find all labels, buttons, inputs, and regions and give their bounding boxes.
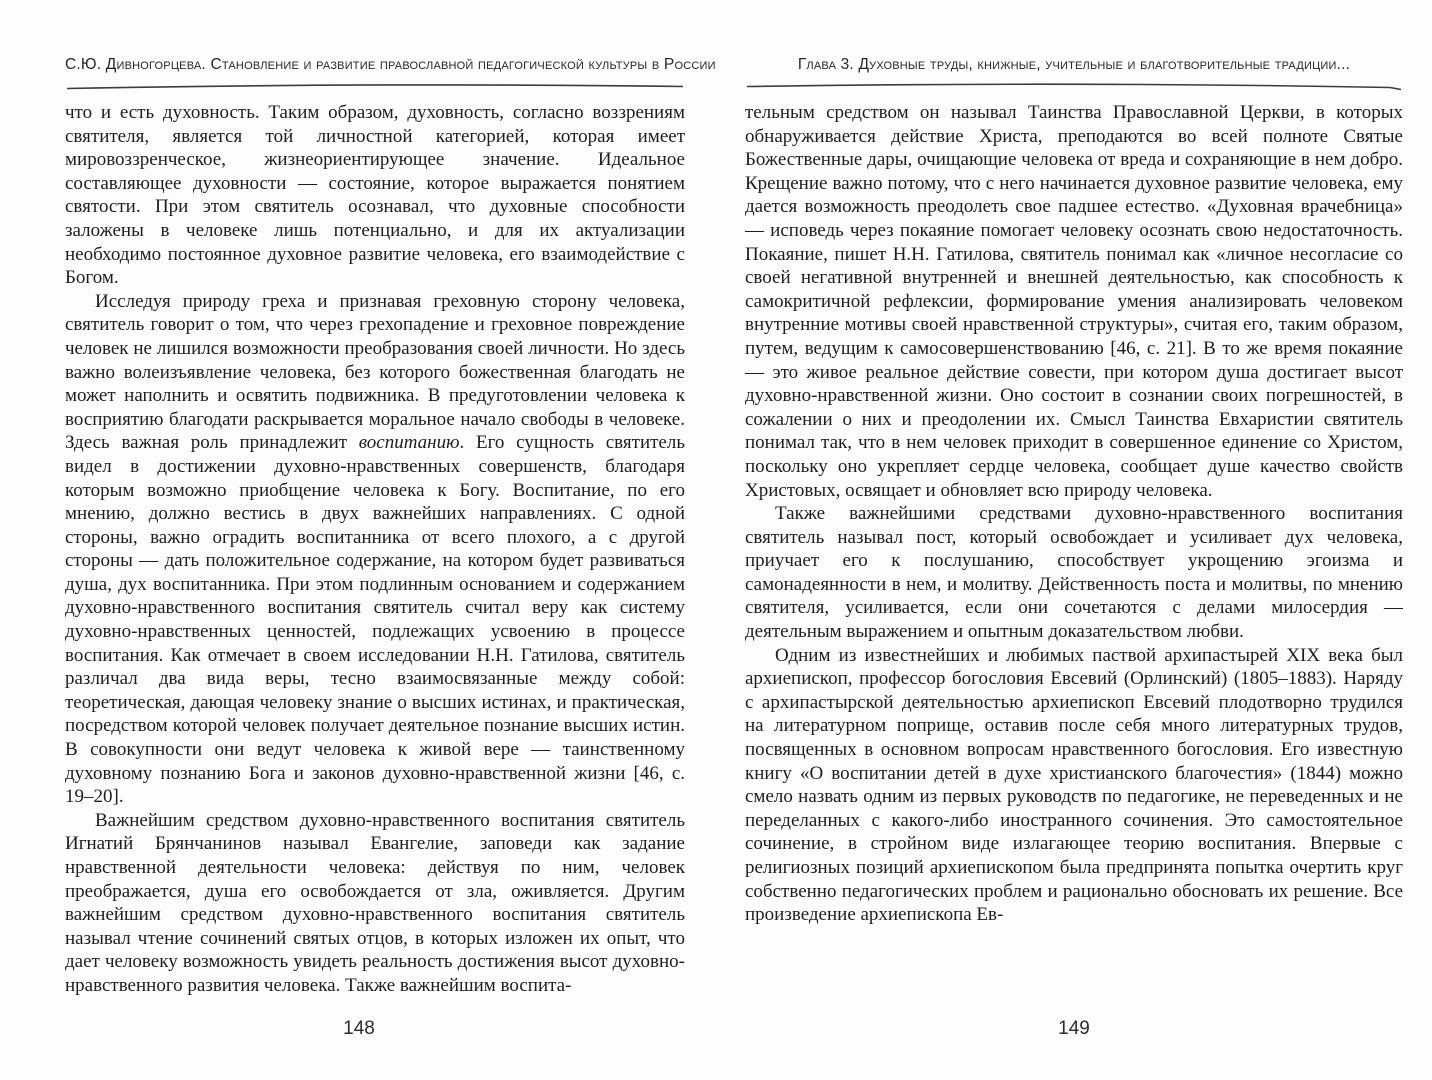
paragraph: [745, 644, 1403, 927]
text-run: тельным средством он называл Таинства Православной Церкви, в которых обнаруживается действие Христа, преподаются во всей полноте Святые Божественные дары, очищающие человека от вреда и сохраняющие в нем добро. Крещение важно потому, что с него начинается духовное развитие человека, ему дается возможность преодолеть свое падшее естество. «Духовная врачебница» — исповедь через покаяние помогает человеку осознать свою недостаточность. Покаяние, пишет Н.Н. Гатилова, святитель понимал как «личное несогласие со своей негативной внутренней и внешней деятельностью, как способность к самокритичной рефлексии, формирование умения анализировать человеком внутренние мотивы своей нравственной структуры», считая его, таким образом, путем, ведущим к самосовершенствованию [46, с. 21]. В то же время покаяние — это живое реальное действие совести, при котором душа достигает высот духовно-нравственной жизни. Оно состоит в сознании своих погрешностей, в сожалении о них и преодолении их. Смысл Таинства Евхаристии святитель понимал так, что в нем человек приходит в совершенное единение со Христом, поскольку оно укрепляет сердце человека, сообщает душе качество свойств Христовых, освящает и обновляет всю природу человека.: [745, 102, 1403, 501]
emphasized-text: воспитанию: [358, 432, 460, 454]
paragraph: [745, 101, 1403, 502]
text-run: Важнейшим средством духовно-нравственного воспитания святитель Игнатий Брянчанинов называл Евангелие, заповеди как задание нравственной деятельности человека: действуя по ним, человек преображается, душа его освобождается от зла, оживляется. Другим важнейшим средством духовно-нравственного воспитания святитель называл чтение сочинений святых отцов, в которых изложен их опыт, что дает человеку возможность увидеть реальность достижения высот духовно-нравственного развития человека. Также важнейшим воспита-: [65, 809, 685, 996]
paragraph: [745, 502, 1403, 644]
text-run: Также важнейшими средствами духовно-нравственного воспитания святитель называл пост, который освобождает и усиливает дух человека, приучает его к послушанию, способствует укрощению эгоизма и самонадеянности в нем, и молитву. Действенность поста и молитвы, по мнению святителя, усиливается, если они сочетаются с делами милосердия — деятельным выражением и опытным доказательством любви.: [745, 503, 1403, 643]
text-run: Исследуя природу греха и признавая греховную сторону человека, святитель говорит о том, что через грехопадение и греховное повреждение человек не лишился возможности преобразования своей личности. Но здесь важно волеизъявление человека, без которого божественная благодать не может наполнить и освятить подвижника. В предуготовлении человека к восприятию благодати раскрывается моральное начало свободы в человеке. Здесь важная роль принадлежит: [65, 290, 685, 454]
running-head-left: С.Ю. Дивногорцева. Становление и развитие православной педагогической культуры в России: [65, 56, 716, 73]
text-run: Одним из известнейших и любимых паствой архипастырей XIX века был архиепископ, профессор богословия Евсевий (Орлинский) (1805–1883). Наряду с архипастырской деятельностью архиепископ Евсевий плодотворно трудился на литературном поприще, оставив после себя много литературных трудов, посвященных в основном вопросам нравственного богословия. Его известную книгу «О воспитании детей в духе христианского благочестия» (1844) можно смело назвать одним из первых руководств по педагогике, не переведенных и не переделанных с какого-либо иностранного сочинения. Это самостоятельное сочинение, в стройном виде излагающее теорию воспитания. Впервые с религиозных позиций архиепископом была предпринята попытка очертить круг собственно педагогических проблем и рационально обосновать их решение. Все произведение архиепископа Ев-: [745, 644, 1403, 926]
paragraph: [65, 290, 685, 809]
page-148: [65, 55, 716, 1065]
header-rule-right: [745, 80, 1403, 92]
page-149: [745, 55, 1403, 1065]
paragraph: [65, 101, 685, 290]
running-head-right: Глава 3. Духовные труды, книжные, учительные и благотворительные традиции...: [797, 56, 1351, 73]
text-run: . Его сущность святитель видел в достижении духовно-нравственных совершенств, благодаря которым возможно приобщение человека к Богу. Воспитание, по его мнению, должно вестись в двух важнейших направлениях. С одной стороны, важно оградить воспитанника от всего плохого, а с другой стороны — дать положительное содержание, на котором будет развиваться душа, дух воспитанника. При этом подлинным основанием и содержанием духовно-нравственного воспитания святитель считал веру как систему духовно-нравственных ценностей, подлежащих усвоению в процессе воспитания. Как отмечает в своем исследовании Н.Н. Гатилова, святитель различал два вида веры, тесно взаимосвязанные между собой: теоретическая, дающая человеку знание о высших истинах, и практическая, посредством которой человек получает деятельное познание высших истин. В совокупности они ведут человека к живой вере — таинственному духовному познанию Бога и законов духовно-нравственной жизни [46, с. 19–20].: [65, 432, 685, 808]
page-number-right: 149: [1058, 1018, 1090, 1039]
header-rule-left: [65, 80, 685, 92]
page-number-left: 148: [343, 1018, 375, 1039]
text-run: что и есть духовность. Таким образом, духовность, согласно воззрениям святителя, является той личностной категорией, которая имеет мировоззренческое, жизнеориентирующее значение. Идеальное составляющее духовности — состояние, которое выражается понятием святости. При этом святитель осознавал, что духовные способности заложены в человеке лишь потенциально, и для их актуализации необходимо постоянное духовное развитие человека, его взаимодействие с Богом.: [65, 102, 685, 289]
page-body-left: [65, 101, 685, 1026]
page-body-right: [745, 101, 1403, 1026]
paragraph: [65, 809, 685, 998]
